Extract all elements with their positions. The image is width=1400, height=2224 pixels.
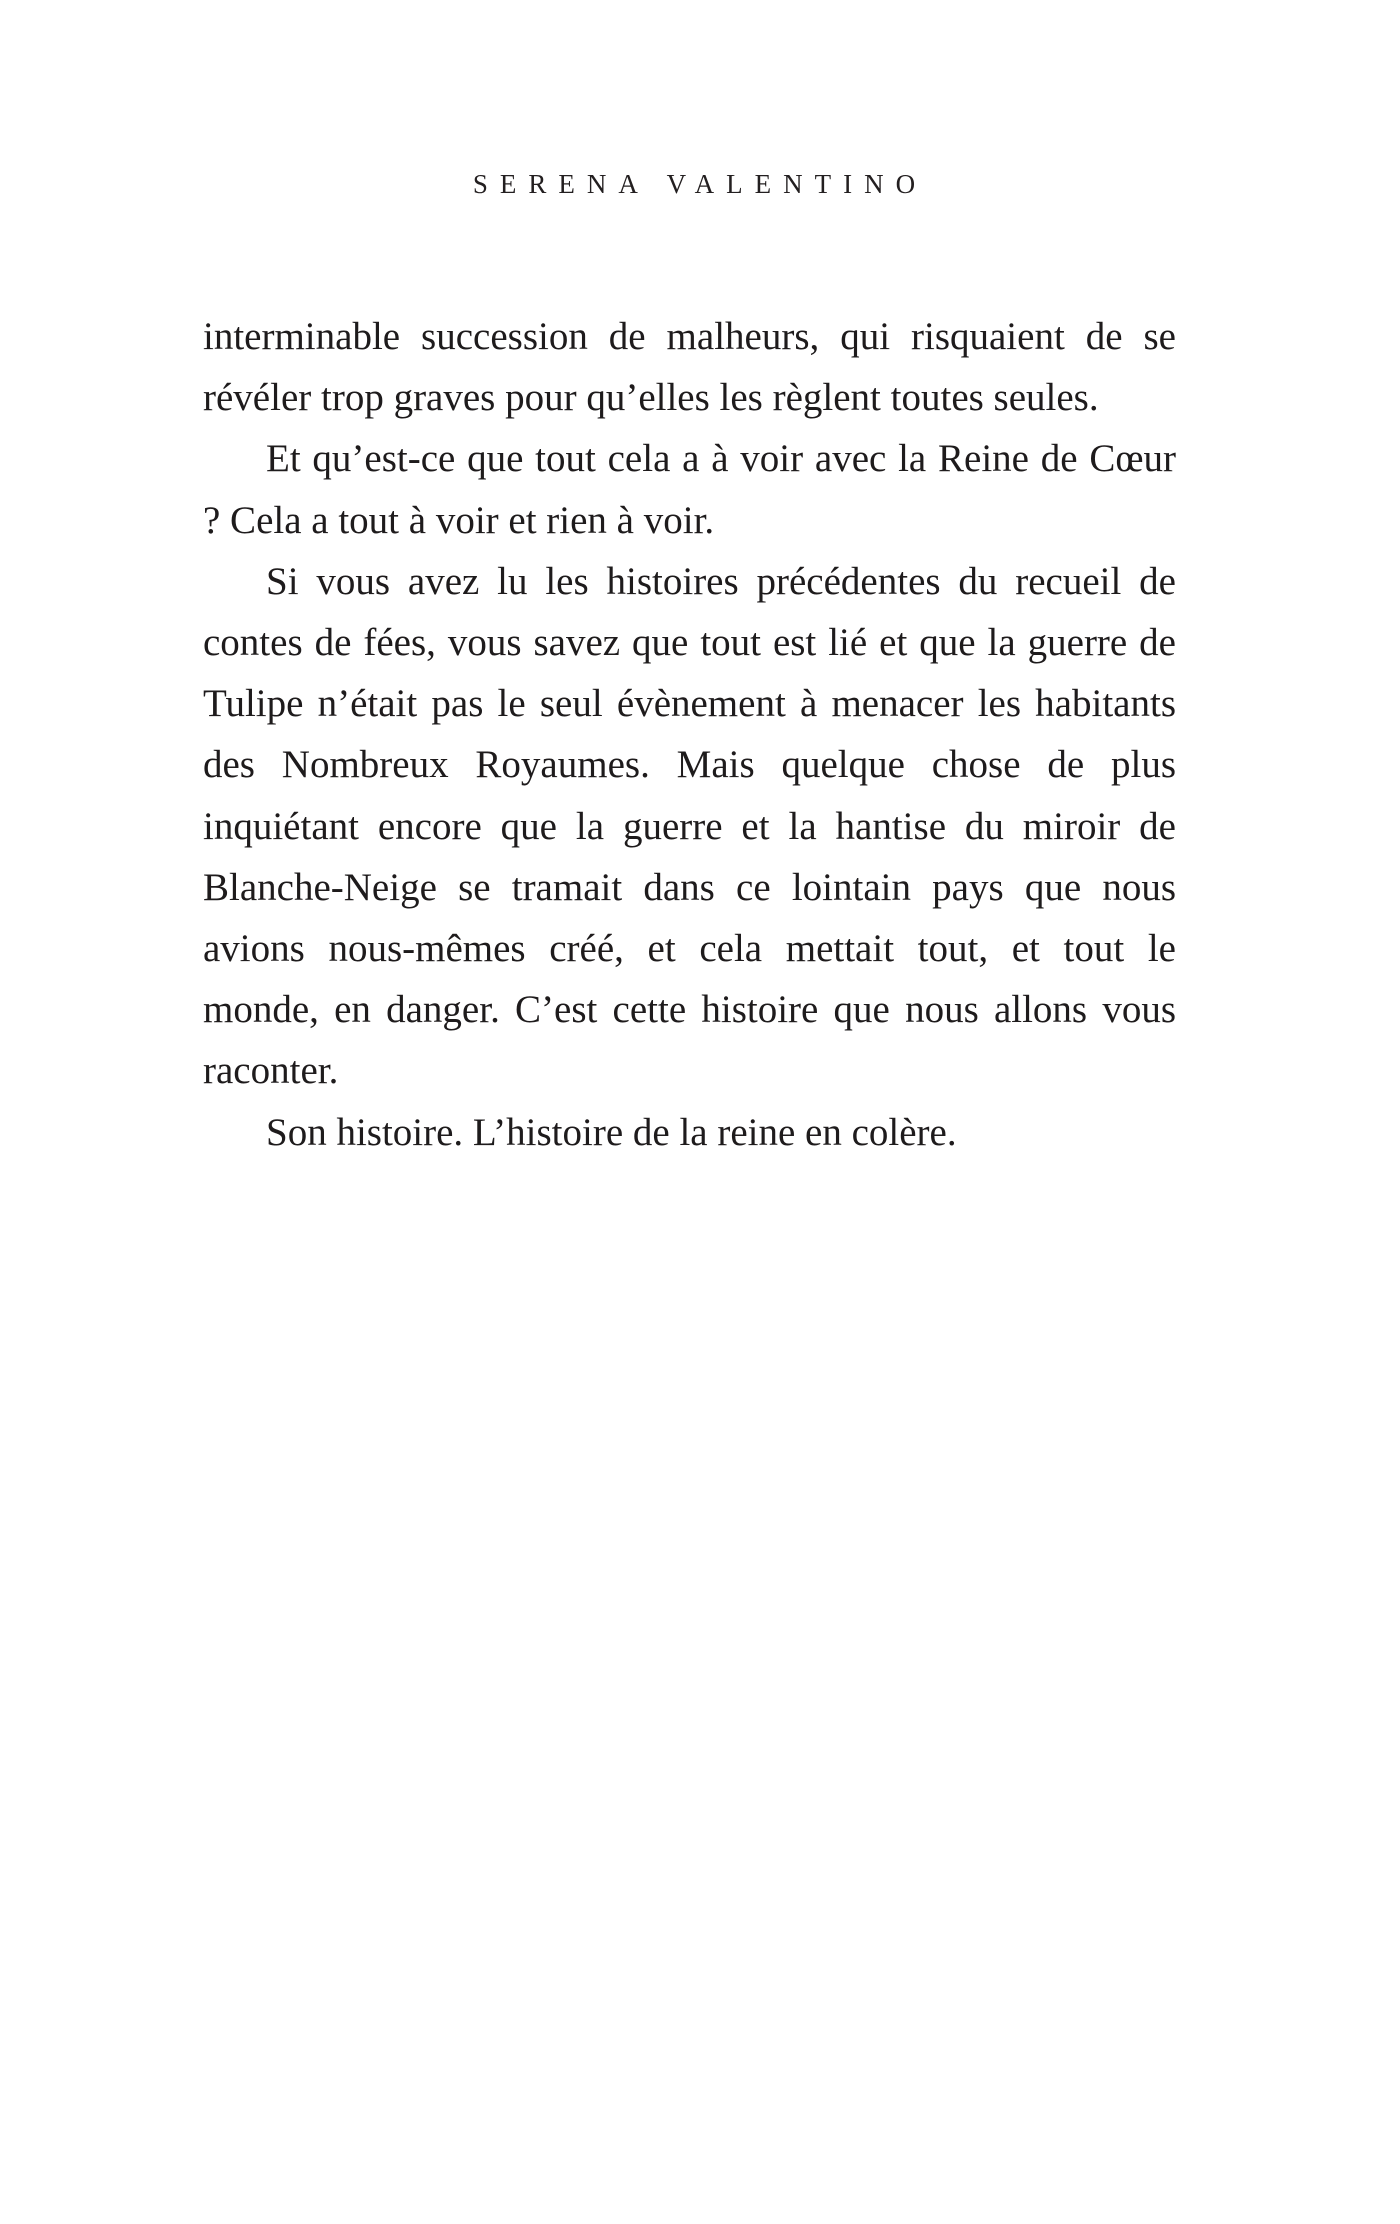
paragraph-son-histoire: Son histoire. L’histoire de la reine en colère. — [266, 1110, 957, 1154]
paragraph-histoires-precedentes: Si vous avez lu les histoires précédentes du recueil de contes de fées, vous savez que tout est lié et que la guerre de Tulipe n’était pas le seul évènement à menacer les habitants des Nombreux Royaumes. Mais quelque chose de plus inquiétant encore que la guerre et la hantise du miroir de Blanche-Neige se tramait dans ce lointain pays que nous avions nous-mêmes créé, et cela mettait tout, et tout le monde, en danger. C’est cette histoire que nous allons vous raconter. — [203, 559, 1176, 1093]
body-text — [203, 306, 1176, 1163]
paragraph-continuation: interminable succession de malheurs, qui risquaient de se révéler trop graves pour qu’elles les règlent toutes seules. — [203, 315, 1176, 420]
paragraph-reine-de-coeur: Et qu’est-ce que tout cela a à voir avec la Reine de Cœur ? Cela a tout à voir et rien à voir. — [203, 437, 1176, 542]
running-head-author: SERENA VALENTINO — [472, 169, 928, 199]
